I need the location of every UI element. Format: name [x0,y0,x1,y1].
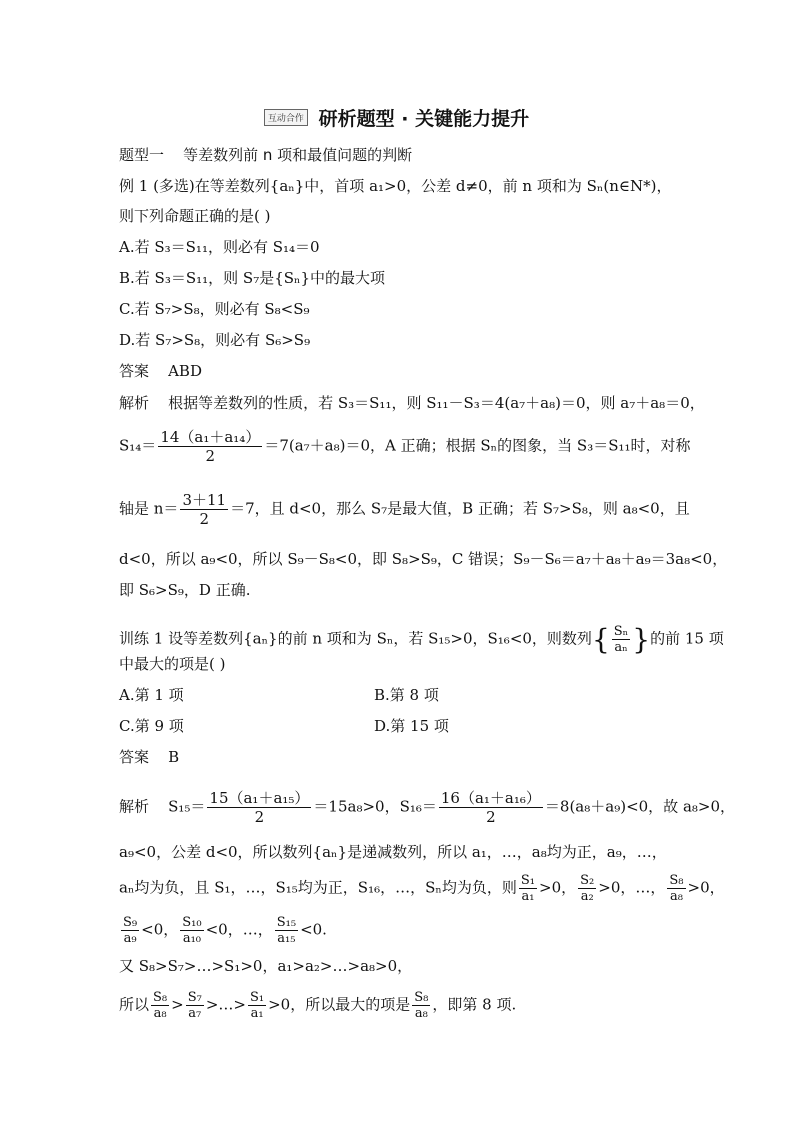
example-line-2: 则下列命题正确的是( ) [119,207,271,225]
training-analysis-5: 又 S₈>S₇>…>S₁>0，a₁>a₂>…>a₈>0， [119,957,413,975]
analysis-text: ，即第 8 项. [432,995,517,1014]
numerator: S₂ [580,873,595,888]
answer-label: 答案 [119,362,150,380]
numerator: 14（a₁＋a₁₄） [160,428,261,446]
training-answer [119,747,179,767]
analysis-text: > [171,995,184,1014]
fraction [578,873,596,904]
example-option-c: C.若 S₇>S₈，则必有 S₈<S₉ [119,300,310,318]
fraction [207,789,311,826]
analysis-text: >…> [205,995,246,1014]
denominator: a₈ [153,1006,167,1021]
example-analysis-3 [119,491,690,528]
example-analysis-4: d<0，所以 a₉<0，所以 S₉－S₈<0，即 S₈>S₉，C 错误；S₉－S₆＝a₇＋a₈＋a₉＝3a₈<0， [119,550,728,568]
analysis-text: ＝15a₈>0，S₁₆＝ [313,797,437,816]
denominator: 2 [205,447,216,465]
brace-right: } [632,622,651,656]
denominator: a₈ [414,1006,428,1021]
denominator: 2 [254,808,265,826]
training-option-b: B.第 8 项 [374,686,439,704]
example-option-a: A.若 S₃＝S₁₁，则必有 S₁₄＝0 [119,238,320,256]
denominator: a₇ [188,1006,202,1021]
training-analysis-1 [119,789,735,826]
analysis-label: 解析 [119,797,150,816]
analysis-text: <0， [141,920,179,939]
training-option-d: D.第 15 项 [374,717,449,735]
brace-left: { [591,622,610,656]
fraction [248,990,266,1021]
analysis-text: ＝7，且 d<0，那么 S₇是最大值，B 正确；若 S₇>S₈，则 a₈<0，且 [230,499,690,518]
section-header [0,104,793,131]
type-title: 等差数列前 n 项和最值问题的判断 [183,146,413,164]
numerator: S₁₅ [276,915,297,930]
section-title: 研析题型 · 关键能力提升 [318,108,530,130]
training-text: 的前 15 项 [650,629,724,648]
fraction [151,990,169,1021]
numerator: S₈ [414,990,429,1005]
fraction [180,491,228,528]
type-label: 题型一 [119,146,165,164]
denominator: a₈ [669,889,683,904]
analysis-text: >0， [539,878,577,897]
analysis-text: <0. [300,920,327,939]
analysis-text: <0，…， [205,920,273,939]
numerator: S₁₀ [182,915,202,930]
denominator: a₁ [250,1006,264,1021]
training-analysis-6 [119,990,516,1021]
type-heading [119,145,412,165]
numerator: Sₙ [613,624,629,639]
denominator: a₁₅ [277,931,296,946]
fraction [158,428,262,465]
denominator: 2 [486,808,496,826]
fraction [519,873,537,904]
analysis-text: >0，所以最大的项是 [268,995,411,1014]
denominator: 2 [199,510,210,528]
training-analysis-4 [119,915,327,946]
analysis-text: S₁₄＝ [119,436,157,455]
training-option-c: C.第 9 项 [119,717,184,735]
denominator: a₁ [521,889,535,904]
answer-label: 答案 [119,748,150,766]
answer-value: ABD [168,362,202,380]
fraction [412,990,430,1021]
analysis-text: 所以 [119,995,150,1014]
denominator: a₁₀ [182,931,202,946]
example-analysis-1 [119,393,705,413]
analysis-text: S₁₅＝ [168,797,206,816]
example-option-b: B.若 S₃＝S₁₁，则 S₇是{Sₙ}中的最大项 [119,269,386,287]
numerator: S₇ [187,990,202,1005]
fraction [439,789,543,826]
numerator: 15（a₁＋a₁₅） [209,789,310,807]
analysis-text: aₙ均为负，且 S₁，…，S₁₅均为正，S₁₆，…，Sₙ均为负，则 [119,878,517,897]
example-analysis-5: 即 S₆>S₉，D 正确. [119,581,251,599]
fraction [667,873,685,904]
numerator: S₈ [669,873,684,888]
fraction [275,915,298,946]
fraction [186,990,204,1021]
fraction [121,915,139,946]
numerator: S₁ [520,873,535,888]
numerator: 3＋11 [182,491,227,509]
answer-value: B [168,748,180,766]
example-analysis-2 [119,428,691,465]
numerator: 16（a₁＋a₁₆） [440,789,541,807]
training-line-2: 中最大的项是( ) [119,655,226,673]
training-text: 训练 1 设等差数列{aₙ}的前 n 项和为 Sₙ，若 S₁₅>0，S₁₆<0，则数列 [119,629,592,648]
denominator: aₙ [614,640,628,655]
training-option-a: A.第 1 项 [119,686,184,704]
example-line-1: 例 1 (多选)在等差数列{aₙ}中，首项 a₁>0，公差 d≠0，前 n 项和为 Sₙ(n∈N*)， [119,177,672,195]
example-option-d: D.若 S₇>S₈，则必有 S₆>S₉ [119,331,311,349]
analysis-text: ＝8(a₈＋a₉)<0，故 a₈>0， [544,797,736,816]
denominator: a₉ [123,931,137,946]
numerator: S₉ [123,915,138,930]
analysis-label: 解析 [119,394,150,412]
numerator: S₈ [153,990,168,1005]
fraction [180,915,203,946]
analysis-text: >0， [687,878,725,897]
section-badge: 互动合作 [264,109,308,126]
analysis-text: 轴是 n＝ [119,499,179,518]
fraction [612,624,631,655]
analysis-text: ＝7(a₇＋a₈)＝0，A 正确；根据 Sₙ的图象，当 S₃＝S₁₁时，对称 [264,436,691,455]
training-analysis-2: a₉<0，公差 d<0，所以数列{aₙ}是递减数列，所以 a₁，…，a₈均为正，a₉，…， [119,843,667,861]
training-line-1 [119,624,724,655]
denominator: a₂ [580,889,594,904]
analysis-text: 根据等差数列的性质，若 S₃＝S₁₁，则 S₁₁－S₃＝4(a₇＋a₈)＝0，则 a₇＋a₈＝0， [168,394,705,412]
training-analysis-3 [119,873,725,904]
example-answer [119,361,202,381]
analysis-text: >0，…， [598,878,666,897]
numerator: S₁ [249,990,265,1005]
